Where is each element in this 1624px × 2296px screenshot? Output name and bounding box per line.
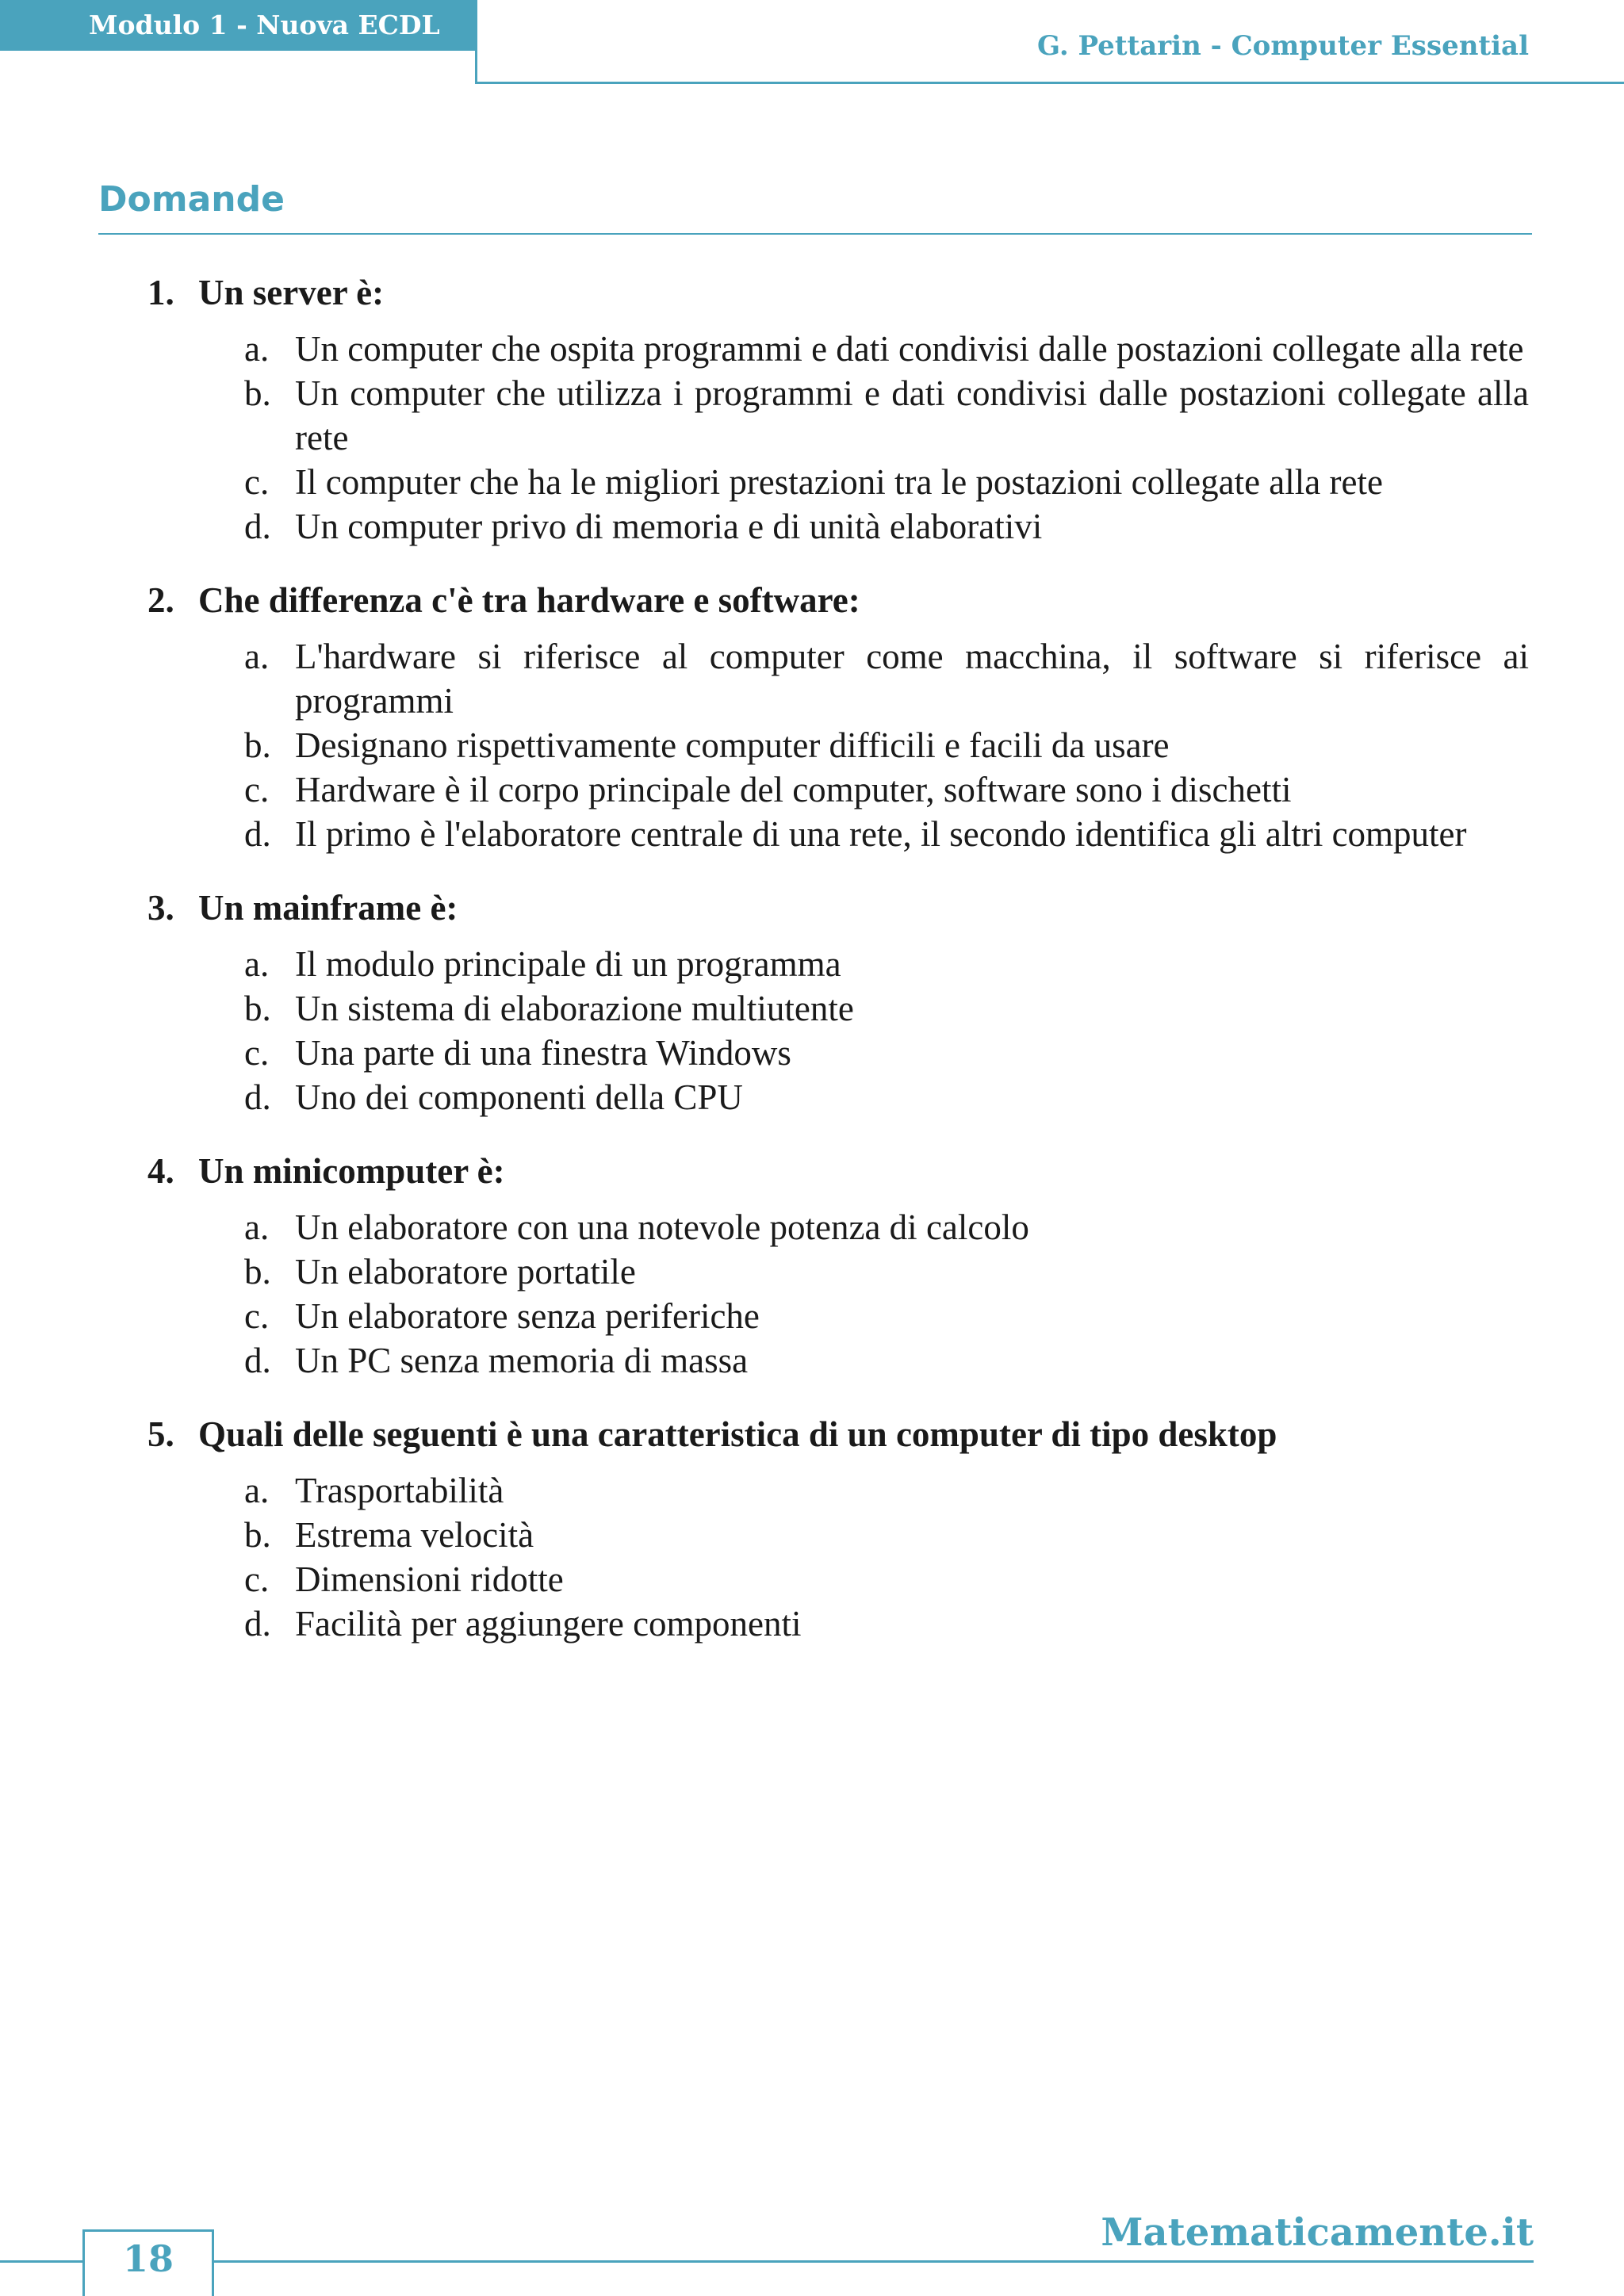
question-5 [0, 1410, 1624, 1646]
option-text: L'hardware si riferisce al computer come macchina, il software si riferisce ai programmi [295, 637, 1529, 721]
option-text: Un elaboratore senza periferiche [295, 1296, 760, 1336]
answer-option [0, 1557, 1624, 1601]
question-text: Un server è: [198, 273, 385, 312]
footer-rule [0, 2260, 1534, 2263]
option-letter: b. [244, 989, 271, 1028]
question-3 [0, 883, 1624, 1119]
question-number: 3. [147, 888, 174, 928]
option-text: Il modulo principale di un programma [295, 944, 841, 984]
answer-option [0, 371, 1624, 460]
option-text: Designano rispettivamente computer difficili e facili da usare [295, 725, 1170, 765]
option-letter: d. [244, 814, 271, 854]
option-letter: d. [244, 507, 271, 546]
question-text: Quali delle seguenti è una caratteristica di un computer di tipo desktop [198, 1414, 1277, 1454]
question-text: Un minicomputer è: [198, 1151, 505, 1191]
option-text: Facilità per aggiungere componenti [295, 1604, 802, 1644]
option-text: Trasportabilità [295, 1471, 504, 1510]
section-rule [98, 233, 1532, 235]
header-divider-vertical [475, 51, 477, 84]
option-letter: a. [244, 944, 270, 984]
option-letter: c. [244, 1033, 270, 1073]
section-title: Domande [98, 179, 285, 220]
question-1 [0, 268, 1624, 549]
option-letter: d. [244, 1604, 271, 1644]
answer-option [0, 1468, 1624, 1513]
option-letter: d. [244, 1341, 271, 1380]
answer-option [0, 942, 1624, 986]
option-letter: a. [244, 637, 270, 676]
option-letter: b. [244, 373, 271, 413]
answer-option [0, 460, 1624, 504]
question-4 [0, 1146, 1624, 1383]
option-text: Un elaboratore portatile [295, 1252, 636, 1292]
option-letter: d. [244, 1077, 271, 1117]
question-number: 1. [147, 273, 174, 312]
option-letter: c. [244, 770, 270, 809]
option-letter: a. [244, 1207, 270, 1247]
module-label: Modulo 1 - Nuova ECDL [0, 0, 477, 51]
option-letter: b. [244, 725, 271, 765]
option-text: Il computer che ha le migliori prestazioni tra le postazioni collegate alla rete [295, 462, 1383, 502]
question-2 [0, 576, 1624, 856]
answer-option [0, 723, 1624, 767]
answer-option [0, 1205, 1624, 1249]
option-letter: b. [244, 1515, 271, 1555]
option-letter: c. [244, 1559, 270, 1599]
option-text: Un computer che ospita programmi e dati condivisi dalle postazioni collegate alla rete [295, 329, 1524, 369]
header-divider-horizontal [475, 82, 1624, 84]
answer-option [0, 1031, 1624, 1075]
answer-option [0, 986, 1624, 1031]
book-title: G. Pettarin - Computer Essential [1037, 30, 1529, 62]
answer-option [0, 634, 1624, 723]
option-letter: c. [244, 1296, 270, 1336]
option-text: Un PC senza memoria di massa [295, 1341, 749, 1380]
answer-option [0, 812, 1624, 856]
question-number: 2. [147, 580, 174, 620]
question-number: 4. [147, 1151, 174, 1191]
option-text: Un computer che utilizza i programmi e dati condivisi dalle postazioni collegate alla rete [295, 373, 1529, 457]
page-number: 18 [122, 2237, 174, 2280]
option-text: Uno dei componenti della CPU [295, 1077, 743, 1117]
answer-option [0, 1338, 1624, 1383]
option-text: Un sistema di elaborazione multiutente [295, 989, 854, 1028]
answer-option [0, 1513, 1624, 1557]
option-text: Una parte di una finestra Windows [295, 1033, 791, 1073]
option-letter: a. [244, 329, 270, 369]
answer-option [0, 1294, 1624, 1338]
option-text: Il primo è l'elaboratore centrale di una rete, il secondo identifica gli altri computer [295, 814, 1467, 854]
answer-option [0, 1075, 1624, 1119]
option-text: Hardware è il corpo principale del computer, software sono i dischetti [295, 770, 1292, 809]
option-text: Un computer privo di memoria e di unità elaborativi [295, 507, 1043, 546]
question-text: Che differenza c'è tra hardware e software: [198, 580, 860, 620]
option-text: Un elaboratore con una notevole potenza di calcolo [295, 1207, 1029, 1247]
option-letter: a. [244, 1471, 270, 1510]
option-text: Dimensioni ridotte [295, 1559, 564, 1599]
option-letter: b. [244, 1252, 271, 1292]
question-list [0, 268, 1624, 1673]
option-letter: c. [244, 462, 270, 502]
answer-option [0, 504, 1624, 549]
site-name: Matematicamente.it [1101, 2210, 1534, 2255]
answer-option [0, 1601, 1624, 1646]
question-text: Un mainframe è: [198, 888, 458, 928]
answer-option [0, 1249, 1624, 1294]
question-number: 5. [147, 1414, 174, 1454]
answer-option [0, 327, 1624, 371]
answer-option [0, 767, 1624, 812]
option-text: Estrema velocità [295, 1515, 534, 1555]
